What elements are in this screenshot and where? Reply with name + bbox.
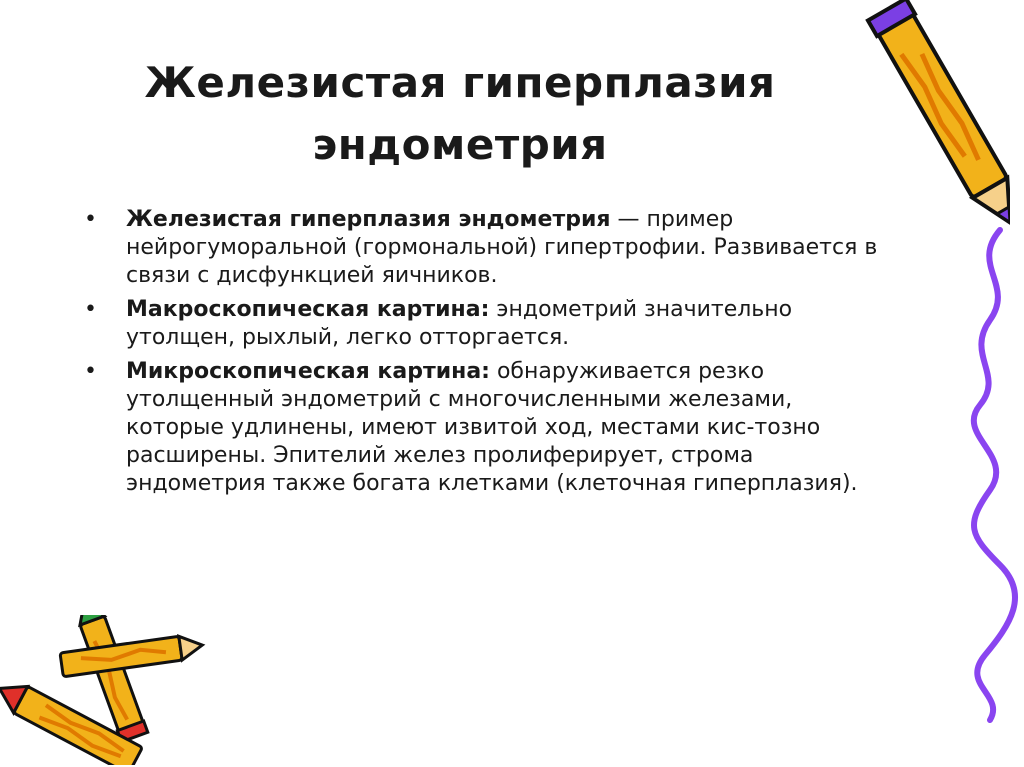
bullet-list [82,206,882,504]
bullet-item [82,296,882,352]
crossed-pencils-icon [0,615,210,765]
slide-title [60,52,860,176]
bullet-item [82,358,882,498]
bullet-text: — пример нейрогуморальной (гормональной) гипертрофии. Развивается в связи с дисфункцией яичников. [126,207,878,288]
bullet-heading: Микроскопическая картина: [126,359,490,384]
bullet-heading: Макроскопическая картина: [126,297,490,322]
bullet-dot: • [84,297,97,322]
title-line-2: эндометрия [312,120,608,169]
wavy-line-icon [960,225,1024,725]
bullet-text: обнаруживается резко утолщенный эндометрий с многочисленными железами, которые удлинены, имеют извитой ход, местами кис-тозно расширены. Эпителий желез пролиферирует, строма эндометрия также богата клетками (клеточная гиперплазия). [126,359,858,496]
bullet-item [82,206,882,290]
title-line-1: Железистая гиперплазия [144,58,776,107]
pencil-icon [860,0,1010,245]
bullet-dot: • [84,359,97,384]
bullet-dot: • [84,207,97,232]
bullet-heading: Железистая гиперплазия эндометрия [126,207,611,232]
bullet-text: эндометрий значительно утолщен, рыхлый, легко отторгается. [126,297,793,350]
